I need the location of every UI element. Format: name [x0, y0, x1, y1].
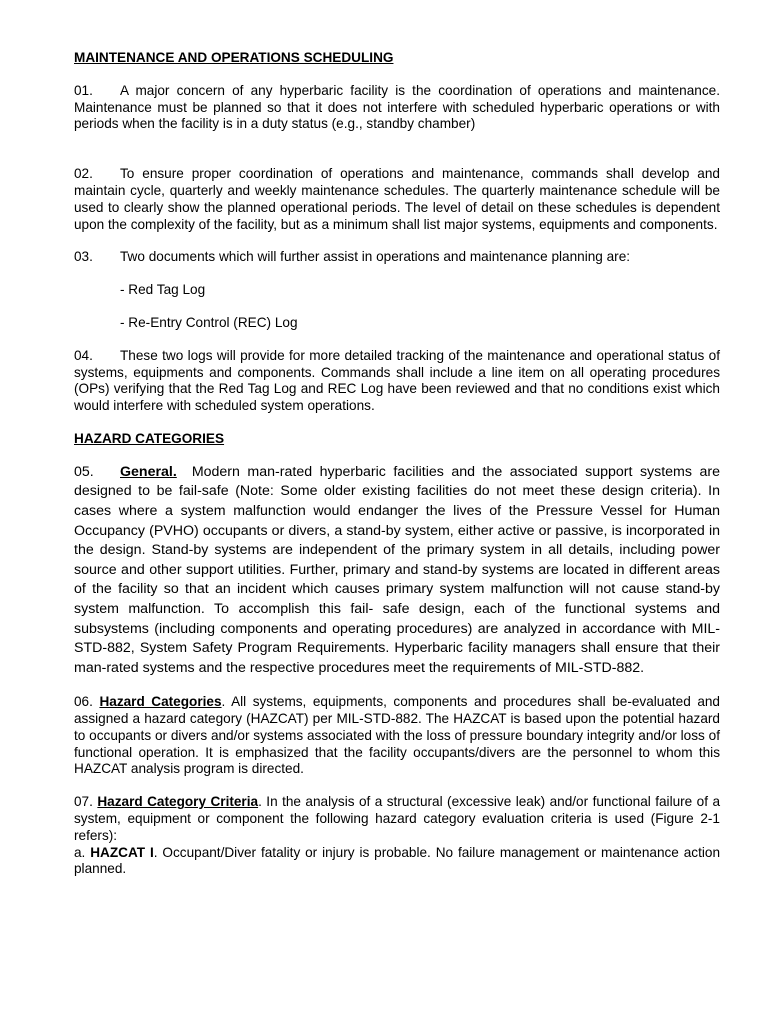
- paragraph-text: . In the analysis of a structural (excessive leak) and/or functional failure of a system, equipment or component the following hazard category evaluation criteria is used (Figure 2-1 refers):: [74, 794, 721, 843]
- paragraph-06: [74, 694, 720, 778]
- list-item-rec-log: - Re-Entry Control (REC) Log: [120, 314, 298, 330]
- paragraph-01: [74, 83, 720, 133]
- paragraph-label: General.: [120, 463, 177, 480]
- paragraph-number: 07.: [74, 794, 93, 810]
- document-page: [74, 50, 720, 878]
- paragraph-label: Hazard Category Criteria: [97, 794, 259, 810]
- paragraph-text: Two documents which will further assist in operations and maintenance planning are:: [120, 249, 631, 265]
- list-item-red-tag-log: - Red Tag Log: [120, 282, 206, 298]
- section-heading-maintenance: MAINTENANCE AND OPERATIONS SCHEDULING: [74, 50, 394, 65]
- paragraph-text: . All systems, equipments, components and procedures shall be-evaluated and assigned a hazard category (HAZCAT) per MIL-STD-882. The HAZCAT is based upon the potential hazard to occupants or divers and/or systems associated with the loss of pressure boundary integrity and/or loss of functional operation. It is emphasized that the facility occupants/divers are the personnel to whom this HAZCAT analysis program is directed.: [74, 694, 720, 777]
- paragraph-number: 04.: [74, 347, 93, 363]
- paragraph-02: [74, 166, 720, 233]
- paragraph-text: A major concern of any hyperbaric facility is the coordination of operations and maintenance. Maintenance must be planned so that it does not interfere with scheduled hyperbaric operations or with periods when the facility is in a duty status (e.g., standby chamber): [74, 82, 720, 132]
- paragraph-number: 02.: [74, 166, 93, 182]
- paragraph-07: [74, 794, 720, 844]
- section-heading-hazard-categories: HAZARD CATEGORIES: [74, 430, 225, 446]
- paragraph-number: 06.: [74, 694, 93, 710]
- paragraph-03: [74, 249, 720, 266]
- item-prefix: a.: [74, 844, 86, 860]
- item-text: . Occupant/Diver fatality or injury is probable. No failure management or maintenance action planned.: [74, 844, 721, 877]
- paragraph-05: [74, 463, 720, 679]
- item-a: [74, 845, 720, 879]
- paragraph-number: 05.: [74, 463, 94, 480]
- paragraph-number: 01.: [74, 82, 93, 98]
- paragraph-number: 03.: [74, 249, 93, 265]
- paragraph-label: Hazard Categories: [99, 694, 222, 710]
- paragraph-text: To ensure proper coordination of operations and maintenance, commands shall develop and maintain cycle, quarterly and weekly maintenance schedules. The quarterly maintenance schedule will be used to clearly show the planned operational periods. The level of detail on these schedules is dependent upon the complexity of the facility, but as a minimum shall list major systems, equipments and components.: [74, 166, 720, 232]
- paragraph-text: Modern man-rated hyperbaric facilities and the associated support systems are designed to be fail-safe (Note: Some older existing facilities do not meet these design criteria). In cases where a system malfunction would endanger the lives of the Pressure Vessel for Human Occupancy (PVHO) occupants or divers, a stand-by system, either active or passive, is incorporated in the design. Stand-by systems are independent of the primary system in all details, including power source and other support utilities. Further, primary and stand-by systems are located in different areas of the facility so that an incident which causes primary system malfunction will not cause stand-by system malfunction. To accomplish this fail- safe design, each of the functional systems and subsystems (including components and operating procedures) are analyzed in accordance with MIL-STD-882, System Safety Program Requirements. Hyperbaric facility managers shall ensure that their man-rated systems and the respective procedures meet the requirements of MIL-STD-882.: [74, 463, 720, 676]
- paragraph-text: These two logs will provide for more detailed tracking of the maintenance and operational status of systems, equipments and components. Commands shall include a line item on all operating procedures (OPs) verifying that the Red Tag Log and REC Log have been reviewed and that no conditions exist which would interfere with scheduled system operations.: [74, 347, 720, 414]
- paragraph-04: [74, 348, 720, 415]
- item-label: HAZCAT I: [90, 844, 154, 860]
